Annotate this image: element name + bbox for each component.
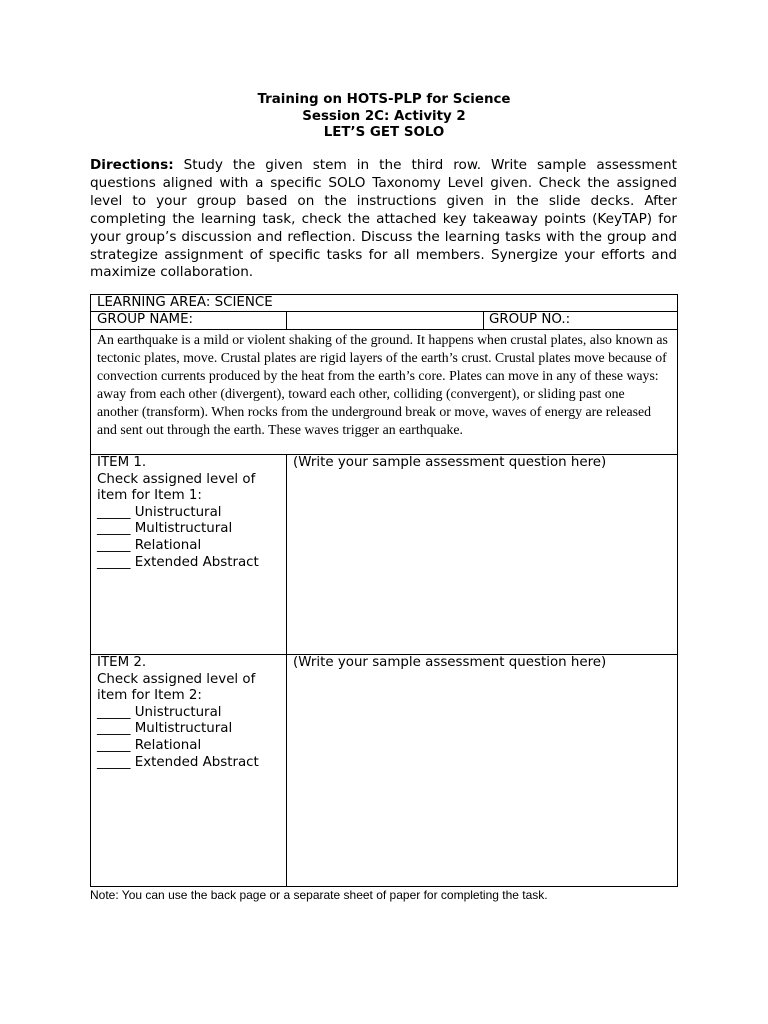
title-line-2: Session 2C: Activity 2	[302, 108, 466, 124]
item2-level-extended-abstract[interactable]: _____ Extended Abstract	[97, 754, 259, 770]
item2-left-cell	[97, 655, 259, 771]
title-line-3: LET’S GET SOLO	[323, 125, 445, 140]
group-name-field[interactable]	[287, 312, 483, 329]
item2-level-multistructural[interactable]: _____ Multistructural	[97, 721, 233, 737]
item1-level-multistructural[interactable]: _____ Multistructural	[97, 521, 233, 537]
item1-level-extended-abstract[interactable]: _____ Extended Abstract	[97, 554, 259, 570]
item2-instruction: item for Item 2:	[97, 688, 202, 704]
item1-instruction: Check assigned level of	[97, 471, 256, 487]
directions-paragraph	[90, 157, 677, 282]
directions-text: Study the given stem in the third row. Write sample assessment questions aligned with a specific SOLO Taxonomy Level given. Check the assigned level to your group based on the instructions given in the slide decks. After completing the learning task, check the attached key takeaway points (KeyTAP) for your group’s discussion and reflection. Discuss the learning tasks with the group and strategize assignment of specific tasks for all members. Synergize your efforts and maximize collaboration.	[90, 157, 677, 281]
title-line-1: Training on HOTS-PLP for Science	[257, 92, 511, 107]
table-rule	[286, 454, 287, 886]
item2-level-relational[interactable]: _____ Relational	[97, 737, 202, 753]
item1-answer-placeholder[interactable]: (Write your sample assessment question here)	[293, 455, 607, 470]
item1-level-unistructural[interactable]: _____ Unistructural	[97, 504, 222, 520]
item2-answer-placeholder[interactable]: (Write your sample assessment question here)	[293, 655, 607, 670]
group-name-label: GROUP NAME:	[97, 312, 194, 327]
document-title	[90, 92, 678, 142]
group-no-field[interactable]	[631, 312, 677, 329]
footer-note: Note: You can use the back page or a separate sheet of paper for completing the task.	[90, 888, 548, 902]
table-rule	[91, 329, 677, 330]
item2-level-unistructural[interactable]: _____ Unistructural	[97, 704, 222, 720]
group-no-label: GROUP NO.:	[489, 312, 571, 327]
stem-paragraph: An earthquake is a mild or violent shaking of the ground. It happens when crustal plates, also known as tectonic plates, move. Crustal plates are rigid layers of the earth’s crust. Crustal plates move because of convection currents produced by the heat from the earth’s core. Plates can move in any of these ways: away from each other (divergent), toward each other, colliding (convergent), or sliding past one another (transform). When rocks from the underground break or move, waves of energy are released and sent out through the earth. These waves trigger an earthquake.	[97, 332, 668, 437]
activity-table	[90, 294, 678, 887]
item2-instruction: Check assigned level of	[97, 671, 256, 687]
item1-title: ITEM 1.	[97, 455, 147, 470]
item1-left-cell	[97, 455, 259, 571]
directions-label: Directions:	[90, 157, 174, 173]
item2-title: ITEM 2.	[97, 655, 147, 670]
learning-area-label: LEARNING AREA: SCIENCE	[97, 295, 273, 310]
table-rule	[483, 311, 484, 329]
item1-level-relational[interactable]: _____ Relational	[97, 537, 202, 553]
item1-instruction: item for Item 1:	[97, 488, 202, 504]
